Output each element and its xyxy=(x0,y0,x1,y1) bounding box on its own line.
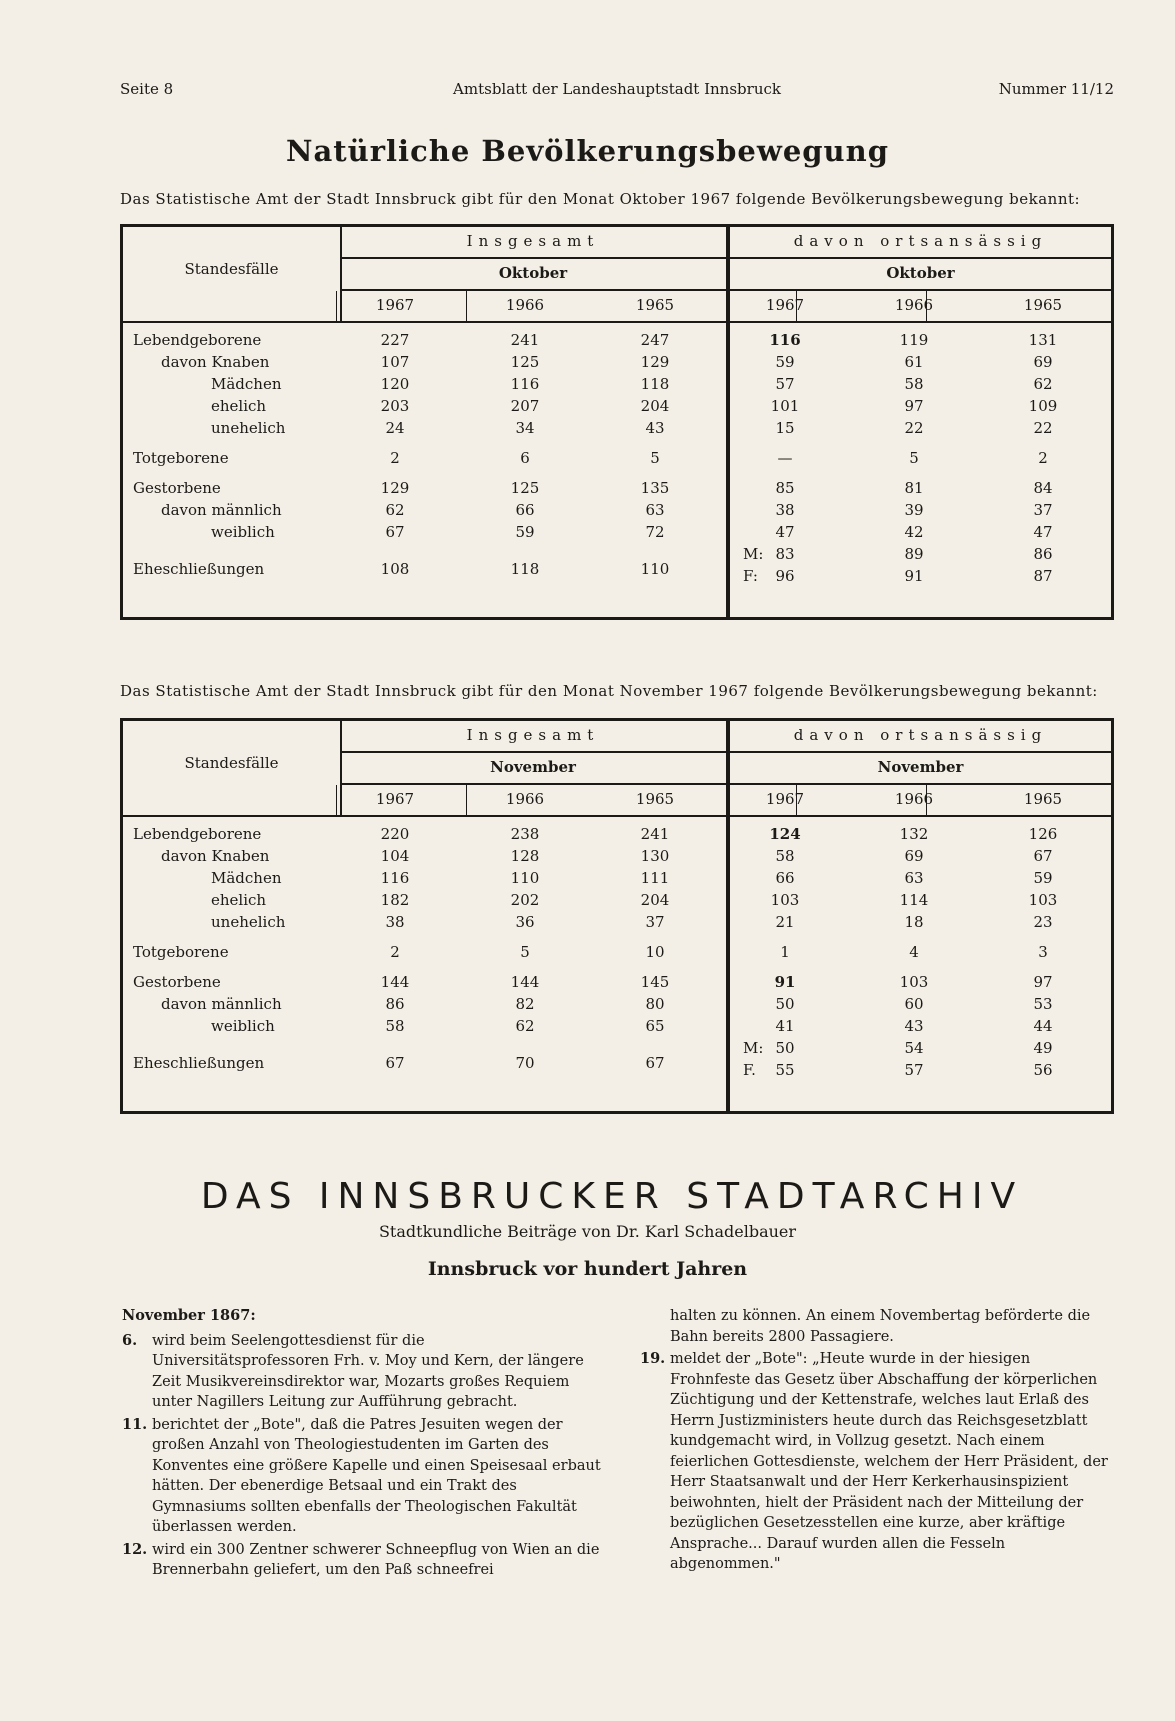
cell-value: 118 xyxy=(510,560,540,578)
table-divider-main xyxy=(726,227,730,617)
cell-value: 182 xyxy=(380,891,410,909)
column-header-standesfaelle: Standesfälle xyxy=(184,754,279,772)
cell-value: 67 xyxy=(645,1054,665,1072)
group-header-total: Insgesamt xyxy=(466,232,600,250)
cell-value: 124 xyxy=(769,825,801,843)
archive-entry xyxy=(122,1540,604,1581)
cell-value: 59 xyxy=(1033,869,1053,887)
cell-value: 129 xyxy=(640,353,670,371)
cell-value: 116 xyxy=(769,331,801,349)
cell-value: 65 xyxy=(645,1017,665,1035)
cell-value: 81 xyxy=(904,479,924,497)
archive-title: DAS INNSBRUCKER STADTARCHIV xyxy=(200,1176,1024,1217)
cell-value: 116 xyxy=(510,375,540,393)
cell-value: 24 xyxy=(385,419,405,437)
cell-value: 128 xyxy=(510,847,540,865)
cell-value: 36 xyxy=(515,913,535,931)
cell-value: 44 xyxy=(1033,1017,1053,1035)
cell-value: 130 xyxy=(640,847,670,865)
cell-value: 15 xyxy=(775,419,795,437)
entry-day: 11. xyxy=(122,1415,148,1433)
archive-month: November 1867: xyxy=(122,1307,256,1324)
archive-subtitle: Stadtkundliche Beiträge von Dr. Karl Schadelbauer xyxy=(378,1222,797,1241)
row-label: weiblich xyxy=(211,523,275,541)
group-header-resident: davon ortsansässig xyxy=(793,232,1048,250)
cell-value: 18 xyxy=(904,913,924,931)
cell-value: 1 xyxy=(780,943,790,961)
row-label: davon Knaben xyxy=(161,353,270,371)
table-intro: Das Statistische Amt der Stadt Innsbruck gibt für den Monat November 1967 folgende Bevölkerungsbewegung bekannt: xyxy=(120,682,1098,700)
cell-value: 5 xyxy=(520,943,530,961)
page-title: Natürliche Bevölkerungsbewegung xyxy=(285,134,889,168)
cell-value: 66 xyxy=(775,869,795,887)
cell-value: 38 xyxy=(385,913,405,931)
table-rule xyxy=(340,783,1111,785)
group-header-resident: davon ortsansässig xyxy=(793,726,1048,744)
cell-value: 204 xyxy=(640,891,670,909)
row-label: Gestorbene xyxy=(133,479,221,497)
cell-value: 55 xyxy=(775,1061,795,1079)
cell-value: 89 xyxy=(904,545,924,563)
cell-value: 202 xyxy=(510,891,540,909)
cell-value: 96 xyxy=(775,567,795,585)
cell-value: 34 xyxy=(515,419,535,437)
statistics-table xyxy=(120,718,1114,1114)
year-header: 1967 xyxy=(765,790,805,808)
archive-heading: Innsbruck vor hundert Jahren xyxy=(427,1258,748,1280)
year-header: 1966 xyxy=(505,790,545,808)
row-label: unehelich xyxy=(211,913,286,931)
cell-value: 37 xyxy=(645,913,665,931)
row-label: Lebendgeborene xyxy=(133,825,262,843)
page-header xyxy=(120,80,1114,106)
year-header: 1965 xyxy=(635,790,675,808)
cell-value: 2 xyxy=(1038,449,1048,467)
cell-value: 42 xyxy=(904,523,924,541)
cell-value: 2 xyxy=(390,943,400,961)
marriage-mark: M: xyxy=(743,1039,764,1057)
cell-value: 67 xyxy=(1033,847,1053,865)
table-rule xyxy=(123,815,1111,817)
table-rule xyxy=(340,751,1111,753)
cell-value: 62 xyxy=(515,1017,535,1035)
year-header: 1965 xyxy=(635,296,675,314)
archive-left-column xyxy=(122,1306,604,1583)
row-label: Eheschließungen xyxy=(133,560,265,578)
marriage-mark: M: xyxy=(743,545,764,563)
cell-value: 62 xyxy=(1033,375,1053,393)
group-header-total: Insgesamt xyxy=(466,726,600,744)
cell-value: 54 xyxy=(904,1039,924,1057)
cell-value: 56 xyxy=(1033,1061,1053,1079)
row-label: weiblich xyxy=(211,1017,275,1035)
page-number: Seite 8 xyxy=(120,80,174,98)
cell-value: 23 xyxy=(1033,913,1053,931)
table-rule xyxy=(340,289,1111,291)
cell-value: 67 xyxy=(385,1054,405,1072)
cell-value: 116 xyxy=(380,869,410,887)
row-label: davon männlich xyxy=(161,501,282,519)
cell-value: 145 xyxy=(640,973,670,991)
cell-value: 91 xyxy=(774,973,796,991)
cell-value: 58 xyxy=(385,1017,405,1035)
row-label: ehelich xyxy=(211,397,267,415)
cell-value: 50 xyxy=(775,995,795,1013)
cell-value: 144 xyxy=(380,973,410,991)
cell-value: 114 xyxy=(899,891,929,909)
month-header: November xyxy=(877,758,964,776)
year-header: 1966 xyxy=(894,790,934,808)
cell-value: 118 xyxy=(640,375,670,393)
cell-value: 10 xyxy=(645,943,665,961)
row-label: Totgeborene xyxy=(133,943,229,961)
cell-value: 110 xyxy=(510,869,540,887)
entry-day: 19. xyxy=(640,1350,666,1367)
cell-value: 86 xyxy=(1033,545,1053,563)
cell-value: 86 xyxy=(385,995,405,1013)
year-header: 1966 xyxy=(505,296,545,314)
cell-value: 131 xyxy=(1028,331,1058,349)
cell-value: 50 xyxy=(775,1039,795,1057)
row-label: Gestorbene xyxy=(133,973,221,991)
publication-title: Amtsblatt der Landeshauptstadt Innsbruck xyxy=(453,80,781,98)
archive-entry xyxy=(122,1331,604,1413)
cell-value: 97 xyxy=(1033,973,1053,991)
cell-value: 61 xyxy=(904,353,924,371)
cell-value: 132 xyxy=(899,825,929,843)
cell-value: 109 xyxy=(1028,397,1058,415)
row-label: Mädchen xyxy=(211,375,282,393)
cell-value: 107 xyxy=(380,353,410,371)
cell-value: 220 xyxy=(380,825,410,843)
row-label: ehelich xyxy=(211,891,267,909)
cell-value: 103 xyxy=(1028,891,1058,909)
cell-value: 6 xyxy=(520,449,530,467)
cell-value: 110 xyxy=(640,560,670,578)
cell-value: 58 xyxy=(904,375,924,393)
cell-value: 41 xyxy=(775,1017,795,1035)
month-header: Oktober xyxy=(498,264,568,282)
cell-value: 22 xyxy=(904,419,924,437)
cell-value: 119 xyxy=(899,331,929,349)
cell-value: 5 xyxy=(650,449,660,467)
cell-value: 227 xyxy=(380,331,410,349)
cell-value: 66 xyxy=(515,501,535,519)
entry-text: wird beim Seelengottesdienst für die Universitätsprofessoren Frh. v. Moy und Kern, der längere Zeit Musikvereinsdirektor war, Mozarts großes Requiem unter Nagillers Leitung zur Aufführung gebracht. xyxy=(152,1332,584,1410)
cell-value: 207 xyxy=(510,397,540,415)
archive-continuation: halten zu können. An einem Novembertag beförderte die Bahn bereits 2800 Passagiere. xyxy=(670,1308,1091,1345)
cell-value: 85 xyxy=(775,479,795,497)
table-intro: Das Statistische Amt der Stadt Innsbruck gibt für den Monat Oktober 1967 folgende Bevölkerungsbewegung bekannt: xyxy=(120,190,1081,208)
archive-entry xyxy=(640,1349,1114,1575)
cell-value: 70 xyxy=(515,1054,535,1072)
row-label: davon Knaben xyxy=(161,847,270,865)
cell-value: 3 xyxy=(1038,943,1048,961)
cell-value: 103 xyxy=(770,891,800,909)
row-label: Totgeborene xyxy=(133,449,229,467)
cell-value: 57 xyxy=(775,375,795,393)
archive-right-column xyxy=(640,1306,1114,1577)
month-header: Oktober xyxy=(886,264,955,282)
cell-value: 104 xyxy=(380,847,410,865)
row-label: unehelich xyxy=(211,419,286,437)
cell-value: 87 xyxy=(1033,567,1053,585)
cell-value: 72 xyxy=(645,523,665,541)
table-divider-main xyxy=(726,721,730,1111)
cell-value: 83 xyxy=(775,545,795,563)
year-header: 1965 xyxy=(1023,296,1063,314)
cell-value: 144 xyxy=(510,973,540,991)
cell-value: 97 xyxy=(904,397,924,415)
year-header: 1965 xyxy=(1023,790,1063,808)
year-header: 1967 xyxy=(375,790,415,808)
year-header: 1967 xyxy=(765,296,805,314)
cell-value: 120 xyxy=(380,375,410,393)
cell-value: 43 xyxy=(904,1017,924,1035)
cell-value: 63 xyxy=(645,501,665,519)
statistics-table xyxy=(120,224,1114,620)
cell-value: 57 xyxy=(904,1061,924,1079)
cell-value: 135 xyxy=(640,479,670,497)
entry-text: berichtet der „Bote", daß die Patres Jesuiten wegen der großen Anzahl von Theologiestudenten im Garten des Konventes eine größere Kapelle und einen Speisesaal erbaut hätten. Der ebenerdige Betsaal und ein Trakt des Gymnasiums sollten ebenfalls der Theologischen Fakultät überlassen werden. xyxy=(152,1416,601,1535)
table-rule xyxy=(340,257,1111,259)
cell-value: 47 xyxy=(1033,523,1053,541)
year-header: 1966 xyxy=(894,296,934,314)
table-rule xyxy=(123,321,1111,323)
column-header-standesfaelle: Standesfälle xyxy=(184,260,279,278)
row-label: davon männlich xyxy=(161,995,282,1013)
issue-number: Nummer 11/12 xyxy=(998,80,1114,98)
cell-value: 82 xyxy=(515,995,535,1013)
cell-value: 38 xyxy=(775,501,795,519)
cell-value: 2 xyxy=(390,449,400,467)
cell-value: 69 xyxy=(1033,353,1053,371)
cell-value: 37 xyxy=(1033,501,1053,519)
row-label: Lebendgeborene xyxy=(133,331,262,349)
marriage-mark: F. xyxy=(743,1061,756,1079)
cell-value: 59 xyxy=(515,523,535,541)
cell-value: 58 xyxy=(775,847,795,865)
cell-value: 129 xyxy=(380,479,410,497)
cell-value: 59 xyxy=(775,353,795,371)
cell-value: 49 xyxy=(1033,1039,1053,1057)
cell-value: 53 xyxy=(1033,995,1053,1013)
cell-value: 67 xyxy=(385,523,405,541)
cell-value: 91 xyxy=(904,567,924,585)
entry-day: 12. xyxy=(122,1540,148,1558)
row-label: Mädchen xyxy=(211,869,282,887)
cell-value: 43 xyxy=(645,419,665,437)
row-label: Eheschließungen xyxy=(133,1054,265,1072)
cell-value: 111 xyxy=(640,869,670,887)
cell-value: 84 xyxy=(1033,479,1053,497)
cell-value: 5 xyxy=(909,449,919,467)
cell-value: 69 xyxy=(904,847,924,865)
cell-value: 125 xyxy=(510,479,540,497)
cell-value: 125 xyxy=(510,353,540,371)
cell-value: — xyxy=(777,449,793,467)
entry-text: wird ein 300 Zentner schwerer Schneepflug von Wien an die Brennerbahn geliefert, um den Paß schneefrei xyxy=(152,1541,600,1578)
cell-value: 47 xyxy=(775,523,795,541)
year-header: 1967 xyxy=(375,296,415,314)
cell-value: 241 xyxy=(510,331,540,349)
cell-value: 62 xyxy=(385,501,405,519)
entry-day: 6. xyxy=(122,1331,138,1349)
cell-value: 108 xyxy=(380,560,410,578)
cell-value: 4 xyxy=(909,943,919,961)
cell-value: 203 xyxy=(380,397,410,415)
cell-value: 241 xyxy=(640,825,670,843)
month-header: November xyxy=(490,758,576,776)
cell-value: 126 xyxy=(1028,825,1058,843)
marriage-mark: F: xyxy=(743,567,758,585)
entry-text: meldet der „Bote": „Heute wurde in der hiesigen Frohnfeste das Gesetz über Abschaffung der körperlichen Züchtigung und der Kettenstrafe, welches laut Erlaß des Herrn Justizministers heute durch das Reichsgesetzblatt kundgemacht wird, in Vollzug gesetzt. Nach einem feierlichen Gottesdienste, welchem der Herr Präsident, der Herr Staatsanwalt und der Herr Kerkerhausinspizient beiwohnten, hielt der Präsident nach der Mitteilung der bezüglichen Gesetzesstellen eine kurze, aber kräftige Ansprache... Darauf wurden allen die Fesseln abgenommen." xyxy=(670,1351,1108,1572)
cell-value: 21 xyxy=(775,913,795,931)
cell-value: 103 xyxy=(899,973,929,991)
cell-value: 39 xyxy=(904,501,924,519)
cell-value: 63 xyxy=(904,869,924,887)
cell-value: 60 xyxy=(904,995,924,1013)
cell-value: 22 xyxy=(1033,419,1053,437)
archive-entry xyxy=(122,1415,604,1538)
cell-value: 238 xyxy=(510,825,540,843)
cell-value: 101 xyxy=(770,397,800,415)
cell-value: 204 xyxy=(640,397,670,415)
cell-value: 247 xyxy=(640,331,670,349)
cell-value: 80 xyxy=(645,995,665,1013)
